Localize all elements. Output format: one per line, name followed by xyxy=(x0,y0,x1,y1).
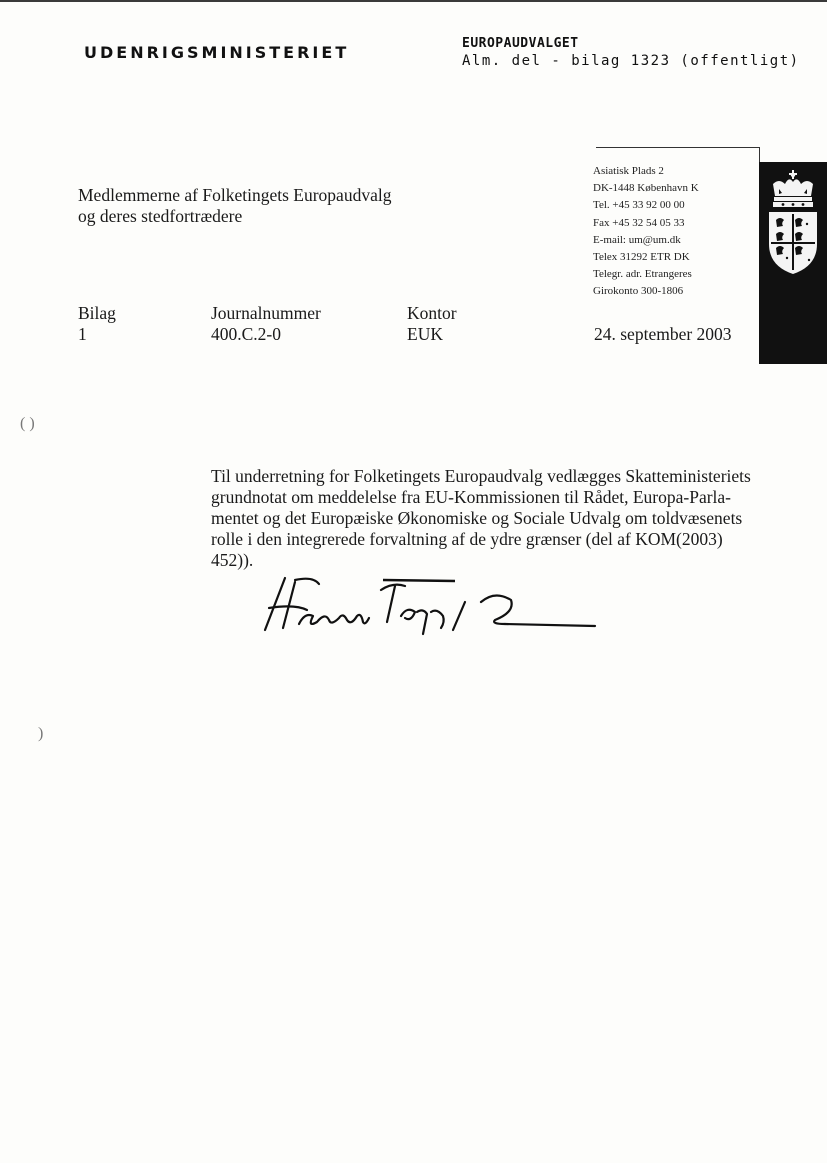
margin-mark: ) xyxy=(38,725,44,742)
committee-stamp-subtitle: Alm. del - bilag 1323 (offentligt) xyxy=(462,53,800,69)
letter-date: 24. september 2003 xyxy=(594,324,732,344)
handwritten-signature xyxy=(255,572,615,640)
journal-value: 400.C.2-0 xyxy=(211,324,281,344)
address-line: Asiatisk Plads 2 xyxy=(593,165,664,177)
top-border-line xyxy=(0,0,827,2)
journal-label: Journalnummer xyxy=(211,303,321,323)
bilag-value: 1 xyxy=(78,324,87,344)
body-line: Til underretning for Folketingets Europaudvalg vedlægges Skatteministeriets xyxy=(211,466,751,486)
body-line: rolle i den integrerede forvaltning af de ydre grænser (del af KOM(2003) xyxy=(211,529,723,549)
body-line: mentet og det Europæiske Økonomiske og Sociale Udvalg om toldvæsenets xyxy=(211,508,743,528)
letter-body xyxy=(211,466,759,571)
address-line: DK-1448 København K xyxy=(593,182,699,195)
address-rule-vertical xyxy=(759,147,760,162)
coat-of-arms-band xyxy=(759,162,827,364)
address-line: Girokonto 300-1806 xyxy=(593,285,684,298)
address-line: E-mail: um@um.dk xyxy=(593,233,681,246)
address-line: Tel. +45 33 92 00 00 xyxy=(593,199,685,212)
bilag-label: Bilag xyxy=(78,303,116,323)
body-line: 452)). xyxy=(211,550,254,570)
committee-stamp-title: EUROPAUDVALGET xyxy=(462,36,579,51)
recipient-block xyxy=(78,185,391,227)
margin-mark: ( ) xyxy=(20,415,35,432)
address-line: Fax +45 32 54 05 33 xyxy=(593,216,685,229)
address-line: Telegr. adr. Etrangeres xyxy=(593,268,692,281)
kontor-label: Kontor xyxy=(407,303,457,323)
body-line: grundnotat om meddelelse fra EU-Kommissionen til Rådet, Europa-Parla- xyxy=(211,487,732,507)
coat-of-arms-icon xyxy=(759,162,827,364)
address-line: Telex 31292 ETR DK xyxy=(593,251,690,264)
kontor-value: EUK xyxy=(407,324,443,344)
recipient-line: og deres stedfortrædere xyxy=(78,206,243,226)
recipient-line: Medlemmerne af Folketingets Europaudvalg xyxy=(78,185,392,205)
ministry-name: UDENRIGSMINISTERIET xyxy=(84,43,350,62)
address-block xyxy=(593,163,699,301)
address-rule xyxy=(596,147,759,148)
